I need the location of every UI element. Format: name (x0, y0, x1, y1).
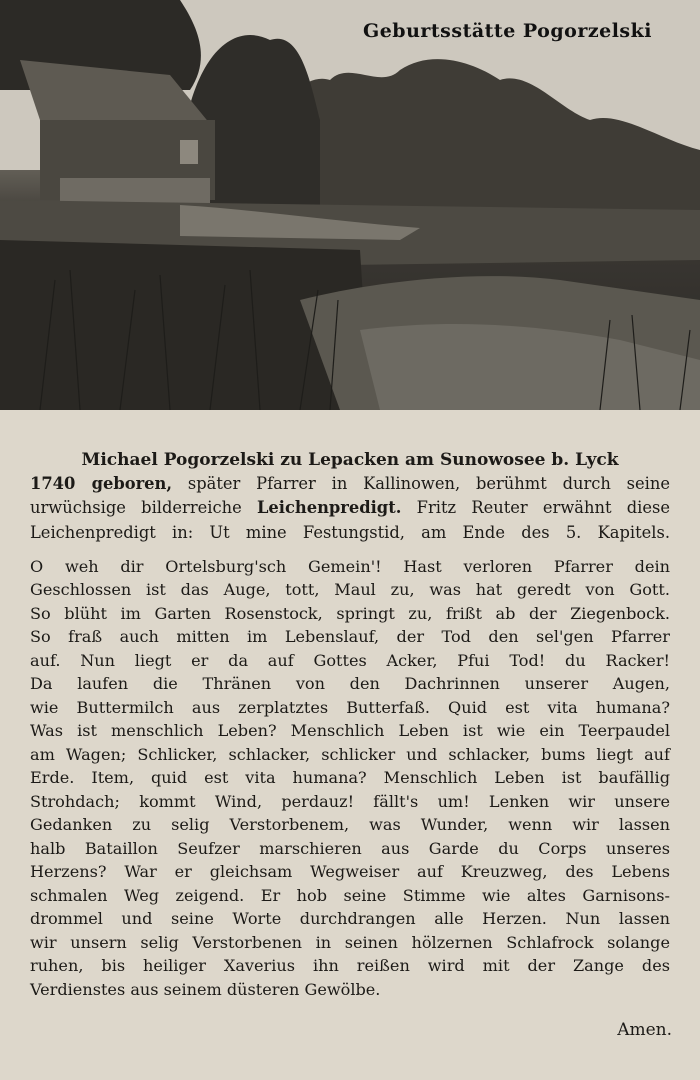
intro-line-3-pre: urwüchsige bilderreiche (30, 498, 242, 518)
sermon-line: Herzens? War er gleichsam Wegweiser auf Kreuzweg, des Lebens (30, 862, 670, 882)
sermon-line: drommel und seine Worte durchdrangen alle Herzen. Nun lassen (30, 909, 670, 929)
text-block (30, 448, 670, 1001)
sermon-line: halb Bataillon Seufzer marschieren aus Garde du Corps unseres (30, 838, 670, 858)
intro-line-3 (30, 496, 670, 520)
sermon-line: So blüht im Garten Rosenstock, springt zu, frißt ab der Ziegenbock. (30, 603, 670, 623)
closing-amen: Amen. (617, 1020, 672, 1040)
photo-caption: Geburtsstätte Pogorzelski (362, 20, 652, 42)
sermon-line: Geschlossen ist das Auge, tott, Maul zu, was hat geredt von Gott. (30, 580, 670, 600)
sermon-line: schmalen Weg zeigend. Er hob seine Stimme wie altes Garnisons- (30, 885, 670, 905)
photo-scene (0, 0, 700, 410)
sermon-line: ruhen, bis heiliger Xaverius ihn reißen wird mit der Zange des (30, 956, 670, 976)
sermon-line: Verdienstes aus seinem düsteren Gewölbe. (30, 979, 381, 999)
sermon-line: wie Buttermilch aus zerplatztes Butterfaß. Quid est vita humana? (30, 697, 670, 717)
intro-line-4: Leichenpredigt in: Ut mine Festungstid, am Ende des 5. Kapitels. (30, 522, 670, 542)
sermon-text (30, 555, 670, 1002)
intro-line-2 (30, 472, 670, 496)
sermon-title: Leichenpredigt. (256, 498, 402, 518)
sermon-line: Strohdach; kommt Wind, perdauz! fällt's um! Lenken wir unsere (30, 791, 670, 811)
landscape-photo (0, 0, 700, 410)
intro-heading: Michael Pogorzelski zu Lepacken am Sunowosee b. Lyck (81, 450, 619, 470)
sermon-line: Erde. Item, quid est vita humana? Menschlich Leben ist baufällig (30, 768, 670, 788)
sermon-line: auf. Nun liegt er da auf Gottes Acker, Pfui Tod! du Racker! (30, 650, 670, 670)
sermon-line: Da laufen die Thränen von den Dachrinnen unserer Augen, (30, 674, 670, 694)
sermon-line: Was ist menschlich Leben? Menschlich Leben ist wie ein Teerpaudel (30, 721, 670, 741)
intro-line-2-rest: später Pfarrer in Kallinowen, berühmt durch seine (187, 474, 671, 494)
birth-year: 1740 geboren, (30, 474, 173, 494)
sermon-line: wir unsern selig Verstorbenen in seinen hölzernen Schlafrock solange (30, 932, 670, 952)
sermon-line: am Wagen; Schlicker, schlacker, schlicker und schlacker, bums liegt auf (30, 744, 670, 764)
sermon-line: So fraß auch mitten im Lebenslauf, der Tod den sel'gen Pfarrer (30, 627, 670, 647)
intro-paragraph (30, 448, 670, 545)
sermon-line: Gedanken zu selig Verstorbenem, was Wunder, wenn wir lassen (30, 815, 670, 835)
sermon-line: O weh dir Ortelsburg'sch Gemein'! Hast verloren Pfarrer dein (30, 556, 670, 576)
intro-line-3-post: Fritz Reuter erwähnt diese (416, 498, 670, 518)
